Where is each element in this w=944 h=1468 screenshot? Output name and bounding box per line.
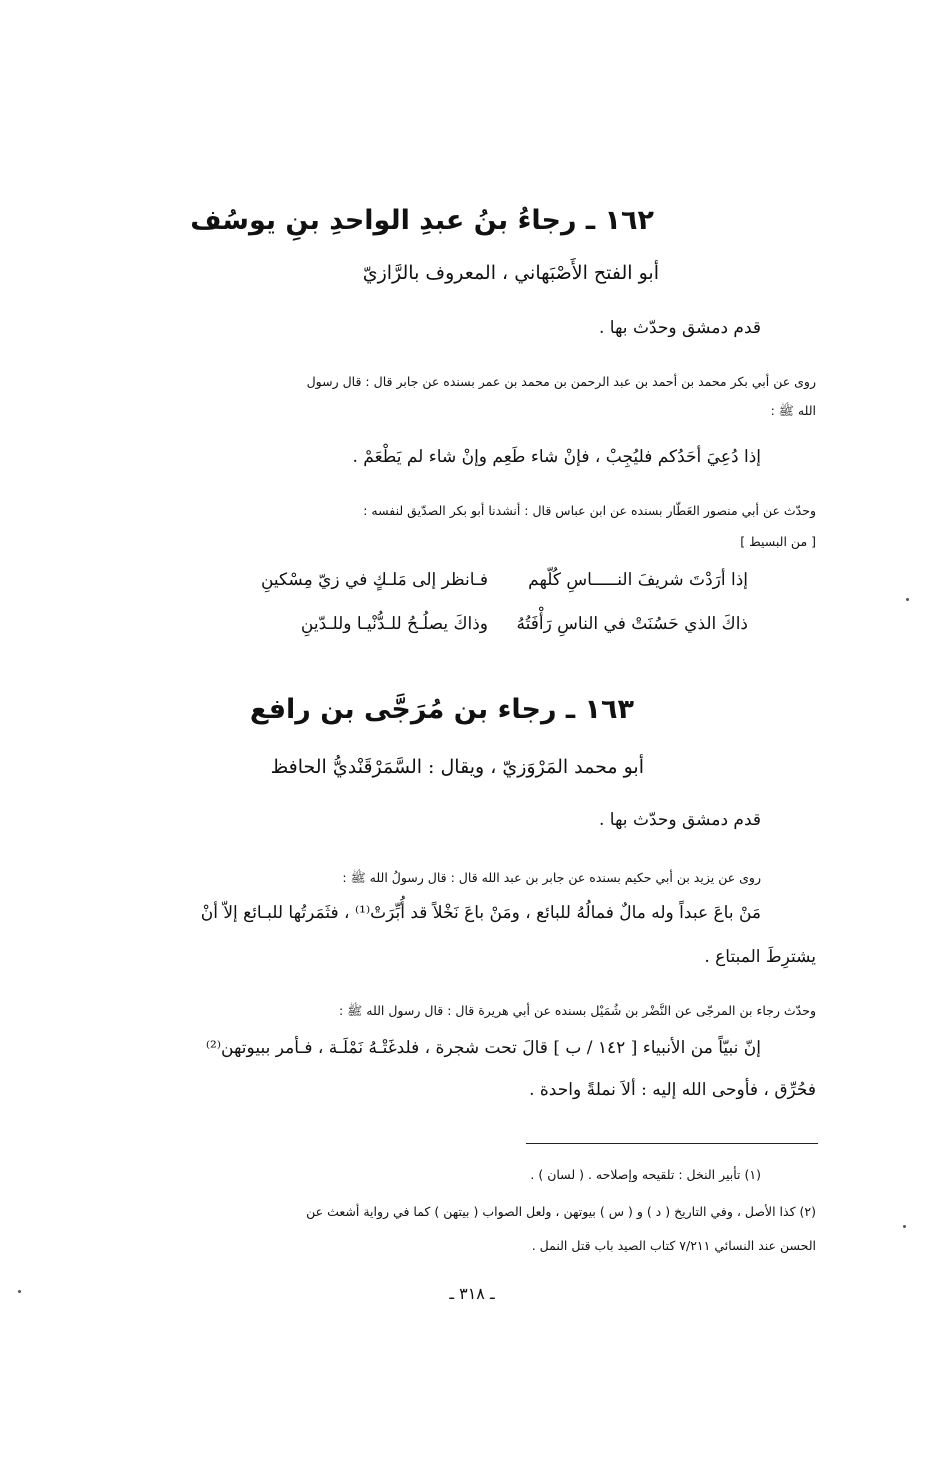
- entry-162-hadith: إذا دُعِيَ أحَدُكم فليُجِبْ ، فإنْ شاء طَعِم وإنْ شاء لم يَطْعَمْ .: [352, 447, 761, 467]
- scan-speck: [903, 1225, 906, 1228]
- entry-163-hadith-1-line-2: يشترِطَ المبتاع .: [704, 947, 816, 967]
- entry-162-narration-1-line-1: روى عن أبي بكر محمد بن أحمد بن عبد الرحمن بن محمد بن عمر بسنده عن جابر قال : قال رسول: [306, 374, 816, 389]
- entry-163-narration-2: وحدّث رجاء بن المرجّى عن النَّضْر بن شُمَيْل بسنده عن أبي هريرة قال : قال رسول الله ﷺ :: [338, 1003, 816, 1018]
- entry-163-hadith-2-line-1: إنّ نبيّاً من الأنبياء [ ١٤٢ / ب ] قالَ تحت شجرة ، فلدغَتْـهُ نَمْلَـة ، فـأمر ببيوتهن⁽²⁾: [205, 1038, 761, 1058]
- entry-162-title: ١٦٢ ـ رجاءُ بنُ عبدِ الواحدِ بنِ يوسُف: [190, 205, 654, 236]
- entry-162-intro: قدم دمشق وحدّث بها .: [598, 318, 761, 338]
- scan-speck: [906, 598, 909, 601]
- page-number: ـ ٣١٨ ـ: [449, 1284, 495, 1303]
- footnote-2-line-1: (٢) كذا الأصل ، وفي التاريخ ( د ) و ( س ) بيوتهن ، ولعل الصواب ( بيتهن ) كما في رواية أشعث عن: [306, 1204, 816, 1219]
- footnote-separator: [526, 1143, 818, 1144]
- entry-163-subtitle: أبو محمد المَرْوَزيّ ، ويقال : السَّمَرْقَنْديُّ الحافظ: [270, 756, 644, 778]
- footnote-1: (١) تأبير النخل : تلقيحه وإصلاحه . ( لسان ) .: [530, 1167, 761, 1182]
- verse-1-second-hemistich: فـانظر إلى مَلـكٍ في زيّ مِسْكينِ: [260, 570, 488, 590]
- verse-2-second-hemistich: وذاكَ يصلُـحُ للـدُّنْيـا وللـدّينِ: [300, 614, 488, 634]
- footnote-2-line-2: الحسن عند النسائي ٧/٢١١ كتاب الصيد باب قتل النمل .: [531, 1238, 816, 1253]
- entry-163-hadith-2-line-2: فحُرِّق ، فأوحى الله إليه : ألاَ نملةً واحدة .: [529, 1080, 816, 1100]
- entry-163-hadith-1-line-1: مَنْ باعَ عبداً وله مالٌ فمالُهُ للبائع ، ومَنْ باعَ نَخْلاً قد أُبِّرَتْ⁽¹⁾ ، فثَمَرتُها للبـائع إلاّ أنْ: [200, 903, 761, 923]
- verse-1-first-hemistich: إذا أرَدْتَ شريفَ النـــــاسِ كُلّهم: [528, 570, 748, 590]
- verse-2-first-hemistich: ذاكَ الذي حَسُنَتْ في الناسِ رَأْفَتُهُ: [516, 614, 748, 634]
- entry-163-title: ١٦٣ ـ رجاء بن مُرَجَّى بن رافع: [249, 694, 634, 725]
- entry-163-narration-1: روى عن يزيد بن أبي حكيم بسنده عن جابر بن عبد الله قال : قال رسولُ الله ﷺ :: [342, 870, 761, 885]
- entry-162-subtitle: أبو الفتح الأَصْبَهاني ، المعروف بالرَّازيّ: [362, 262, 659, 284]
- entry-162-narration-2: وحدّث عن أبي منصور العَطّار بسنده عن ابن عباس قال : أنشدنا أبو بكر الصدّيق لنفسه :: [363, 503, 816, 518]
- entry-162-narration-1-line-2: الله ﷺ :: [770, 403, 816, 418]
- entry-163-intro: قدم دمشق وحدّث بها .: [598, 810, 761, 830]
- verse-meter: [ من البسيط ]: [740, 534, 816, 549]
- scan-speck: [18, 1290, 21, 1293]
